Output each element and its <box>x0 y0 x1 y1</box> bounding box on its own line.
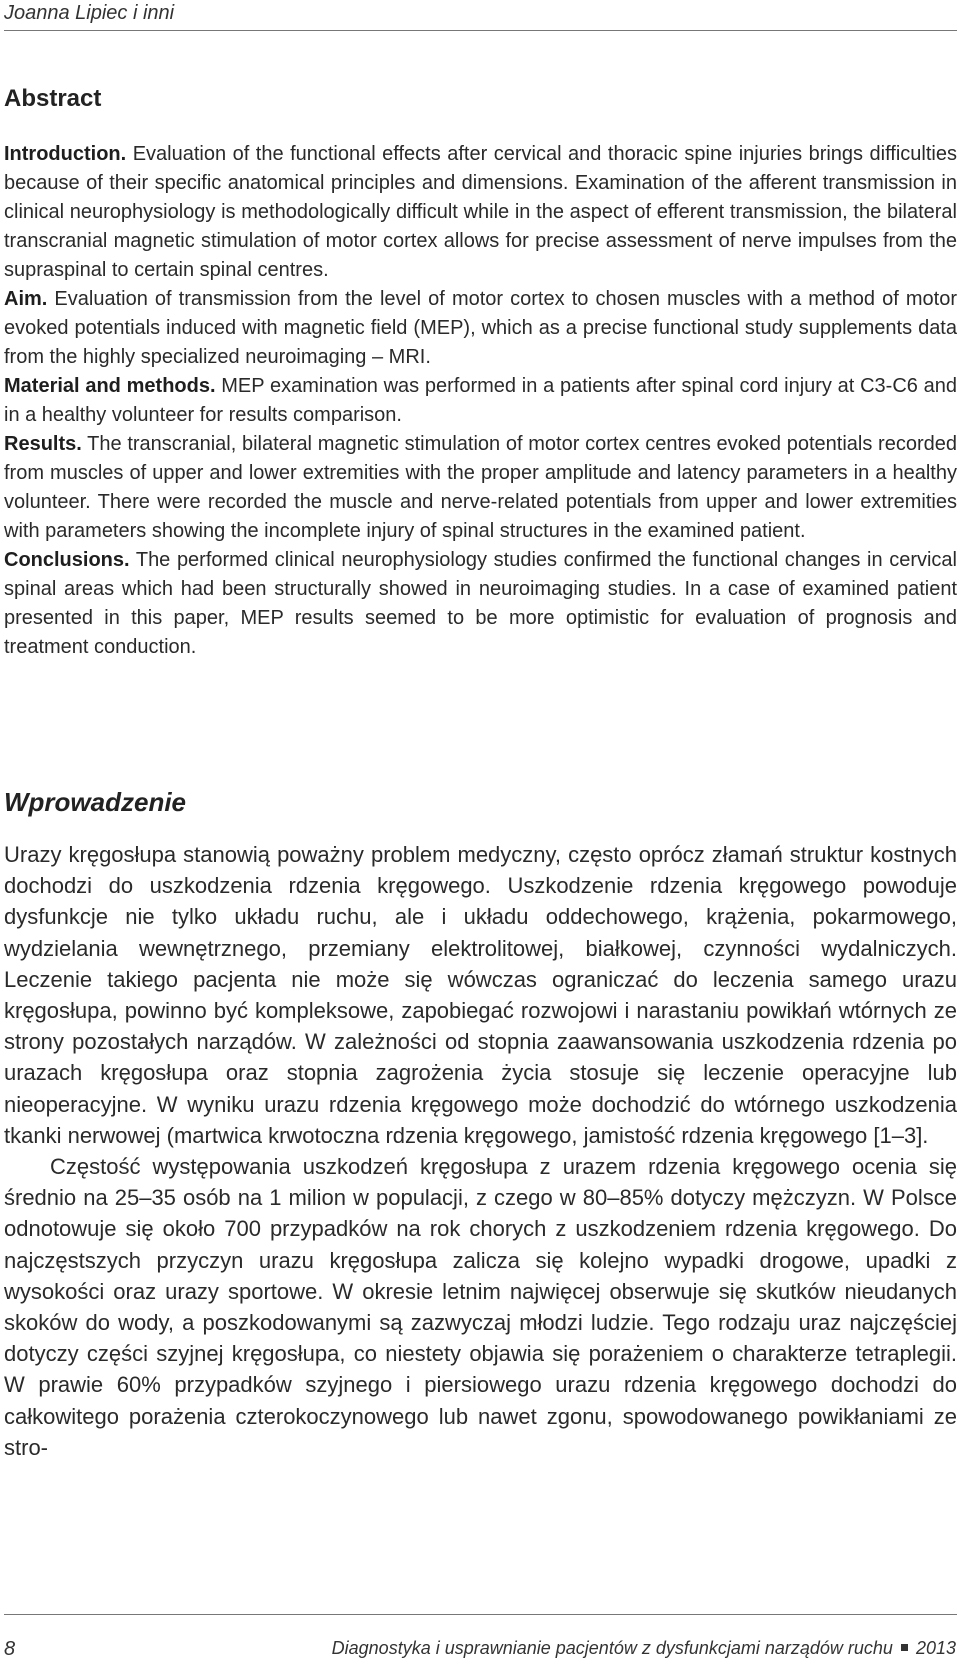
aim-label: Aim. <box>4 288 48 310</box>
abstract-results <box>4 430 957 546</box>
results-label: Results. <box>4 433 82 455</box>
square-bullet-icon <box>901 1644 908 1651</box>
abstract-heading: Abstract <box>4 85 102 112</box>
journal-footer <box>332 1638 956 1659</box>
journal-year: 2013 <box>915 1638 956 1658</box>
methods-text: MEP examination was performed in a patients after spinal cord injury at C3-C6 and in a healthy volunteer for results comparison. <box>4 375 958 426</box>
introduction-label: Introduction. <box>4 143 127 165</box>
abstract-body <box>4 140 957 662</box>
conclusions-text: The performed clinical neurophysiology studies confirmed the functional changes in cervical spinal areas which had been structurally showed in neuroimaging studies. In a case of examined patient presented in this paper, MEP results seemed to be more optimistic for evaluation of prognosis and treatment conduction. <box>4 549 957 658</box>
section-body <box>4 839 957 1463</box>
body-paragraph-2: Częstość występowania uszkodzeń kręgosłupa z urazem rdzenia kręgowego ocenia się średnio na 25–35 osób na 1 milion w populacji, z czego w 80–85% dotyczy mężczyzn. W Polsce odnotowuje się około 700 przypadków na rok chorych z uszkodzeniem rdzenia kręgowego. Do najczęstszych przyczyn urazu kręgosłupa zalicza się kolejno wypadki drogowe, upadki z wysokości oraz urazy sportowe. W okresie letnim najwięcej obserwuje się skutków nieudanych skoków do wody, a poszkodowanymi są zazwyczaj młodzi ludzie. Tego rodzaju uraz najczęściej dotyczy części szyjnej kręgosłupa, co niestety objawia się porażeniem o charakterze tetraplegii. W prawie 60% przypadków szyjnego i piersiowego urazu rdzenia kręgowego dochodzi do całkowitego porażenia czterokoczynowego lub nawet zgonu, spowodowanego powikłaniami ze stro- <box>4 1154 957 1460</box>
abstract-conclusions <box>4 546 957 662</box>
abstract-methods <box>4 372 957 430</box>
introduction-text: Evaluation of the functional effects after cervical and thoracic spine injuries brings difficulties because of their specific anatomical principles and dimensions. Examination of the afferent transmission in clinical neurophysiology is methodologically difficult while in the aspect of efferent transmission, the bilateral transcranial magnetic stimulation of motor cortex allows for precise assessment of nerve impulses from the supraspinal to certain spinal centres. <box>4 143 957 281</box>
abstract-aim <box>4 285 957 372</box>
abstract-introduction <box>4 140 957 285</box>
journal-title: Diagnostyka i usprawnianie pacjentów z dysfunkcjami narządów ruchu <box>331 1638 893 1658</box>
page-number: 8 <box>4 1638 16 1660</box>
running-head: Joanna Lipiec i inni <box>4 2 175 24</box>
conclusions-label: Conclusions. <box>4 549 130 571</box>
footer-rule <box>4 1614 957 1615</box>
results-text: The transcranial, bilateral magnetic stimulation of motor cortex centres evoked potentials recorded from muscles of upper and lower extremities with the proper amplitude and latency parameters in a healthy volunteer. There were recorded the muscle and nerve-related potentials from upper and lower extremities with parameters showing the incomplete injury of spinal structures in the examined patient. <box>4 433 957 542</box>
header-rule <box>4 30 957 31</box>
section-heading: Wprowadzenie <box>4 787 187 817</box>
aim-text: Evaluation of transmission from the level of motor cortex to chosen muscles with a method of motor evoked potentials induced with magnetic field (MEP), which as a precise functional study supplements data from the highly specialized neuroimaging – MRI. <box>4 288 957 368</box>
body-paragraph-1: Urazy kręgosłupa stanowią poważny problem medyczny, często oprócz złamań struktur kostnych dochodzi do uszkodzenia rdzenia kręgowego. Uszkodzenie rdzenia kręgowego powoduje dysfunkcje nie tylko układu ruchu, ale i układu oddechowego, krążenia, pokarmowego, wydzielania wewnętrznego, przemiany elektrolitowej, białkowej, czynności wydalniczych. Leczenie takiego pacjenta nie może się wówczas ograniczać do leczenia samego urazu kręgosłupa, powinno być kompleksowe, zapobiegać rozwojowi i narastaniu powikłań wtórnych ze strony pozostałych narządów. W zależności od stopnia zaawansowania uszkodzenia rdzenia po urazach kręgosłupa oraz stopnia zagrożenia życia stosuje się leczenie operacyjne lub nieoperacyjne. W wyniku urazu rdzenia kręgowego może dochodzić do wtórnego uszkodzenia tkanki nerwowej (martwica krwotoczna rdzenia kręgowego, jamistość rdzenia kręgowego [1–3]. <box>4 842 957 1148</box>
methods-label: Material and methods. <box>4 375 216 397</box>
